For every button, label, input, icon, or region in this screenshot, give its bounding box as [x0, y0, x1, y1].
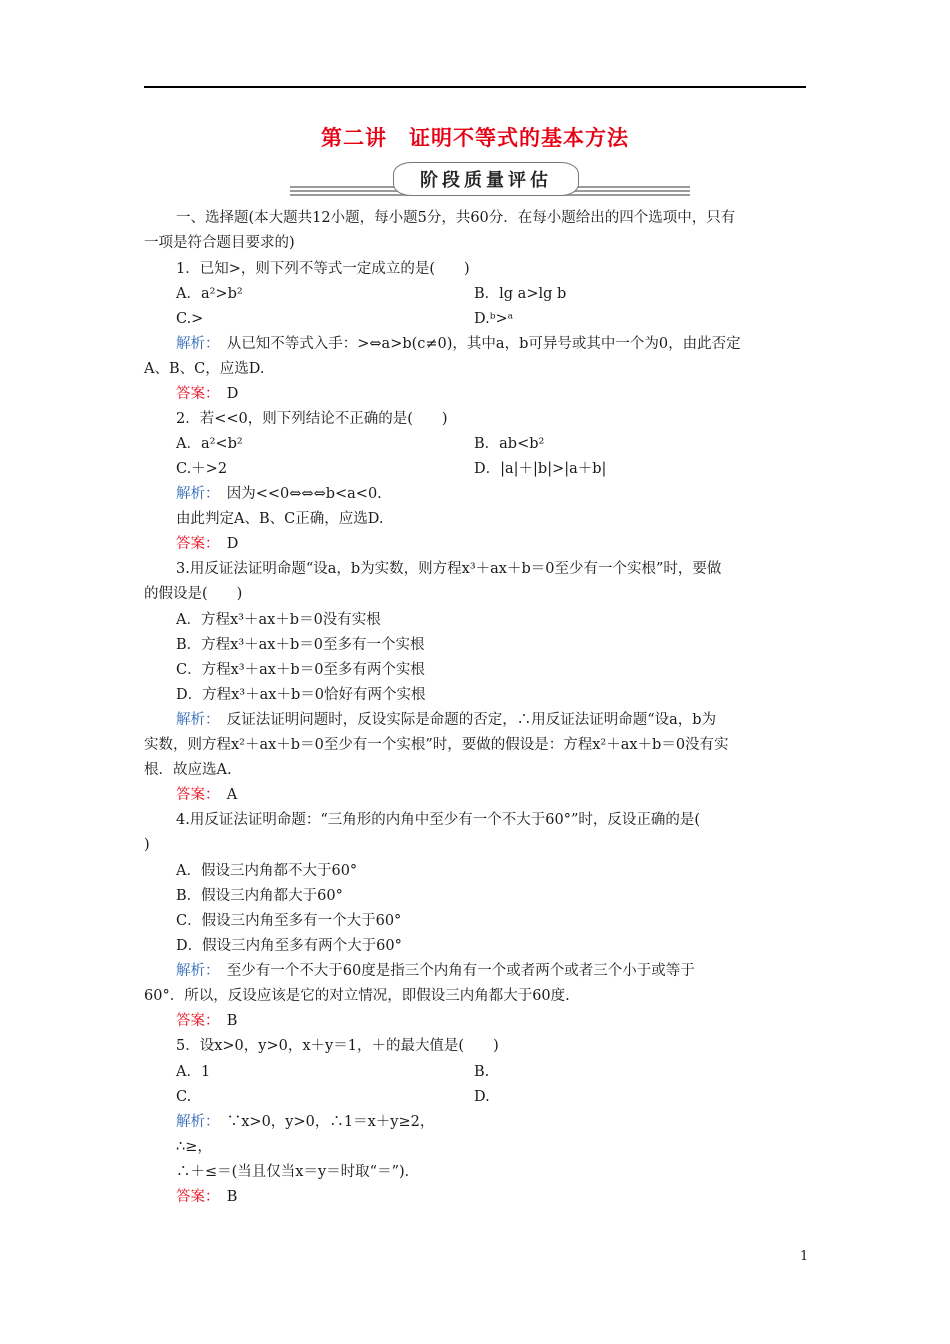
analysis-label: 解析： — [176, 336, 213, 352]
line-text: B. — [474, 1064, 490, 1080]
line-text: B．lg a>lg b — [474, 286, 567, 302]
line-text: A、B、C，应选D. — [144, 361, 265, 377]
line-text: B．假设三内角都大于60° — [176, 888, 343, 904]
line-text: B — [212, 1013, 238, 1029]
line-text: C.> — [176, 311, 204, 327]
text-line — [176, 660, 425, 680]
text-line — [176, 1162, 419, 1182]
line-text: 根．故应选A. — [144, 762, 232, 778]
page-number: 1 — [800, 1249, 809, 1264]
line-text: 至少有一个不大于60度是指三个内角有一个或者两个或者三个小于或等于 — [212, 963, 695, 979]
text-line — [176, 1011, 237, 1031]
analysis-label: 解析： — [176, 486, 213, 502]
text-line — [176, 1112, 434, 1132]
line-text: A．1 — [176, 1064, 211, 1080]
text-line — [144, 233, 295, 253]
text-line — [176, 810, 700, 830]
answer-label: 答案： — [176, 536, 213, 552]
line-text: 60°．所以，反设应该是它的对立情况，即假设三内角都大于60度. — [144, 988, 570, 1004]
line-text: D．假设三内角至多有两个大于60° — [176, 938, 402, 954]
text-line — [144, 735, 729, 755]
text-line — [176, 384, 238, 404]
line-text: 一项是符合题目要求的) — [144, 235, 295, 251]
line-text: 由此判定A、B、C正确，应选D. — [176, 511, 384, 527]
line-text: 因为<<0⇔⇔⇔b<a<0. — [212, 486, 382, 502]
line-text: ) — [144, 837, 150, 853]
text-line — [176, 961, 695, 981]
line-text: C. — [176, 1089, 192, 1105]
text-line — [176, 259, 470, 279]
line-text: 1．已知>，则下列不等式一定成立的是( ) — [176, 261, 470, 277]
text-line — [176, 409, 448, 429]
line-text: 反证法证明问题时，反设实际是命题的否定，∴用反证法证明命题“设a，b为 — [212, 712, 717, 728]
line-text: 4.用反证法证明命题：“三角形的内角中至少有一个不大于60°”时，反设正确的是( — [176, 812, 701, 828]
line-text: D — [212, 386, 239, 402]
text-line — [176, 434, 243, 454]
text-line — [176, 911, 401, 931]
line-text: B — [212, 1189, 238, 1205]
line-text: 5．设x>0，y>0，x＋y＝1，＋的最大值是( ) — [176, 1038, 499, 1054]
text-line — [144, 359, 264, 379]
text-line — [144, 986, 570, 1006]
text-line — [176, 459, 227, 479]
answer-label: 答案： — [176, 1013, 213, 1029]
line-text: B．ab<b² — [474, 436, 545, 452]
line-text: A．a²>b² — [176, 286, 243, 302]
text-line — [474, 1087, 490, 1107]
line-text: 从已知不等式入手：>⇔a>b(c≠0)，其中a，b可异号或其中一个为0，由此否定 — [212, 336, 741, 352]
line-text: A．a²<b² — [176, 436, 243, 452]
line-text: ∴＋≤＝(当且仅当x＝y＝时取“＝”)． — [176, 1164, 420, 1180]
answer-label: 答案： — [176, 386, 213, 402]
text-line — [176, 1137, 212, 1157]
text-line — [144, 584, 242, 604]
line-text: C.＋>2 — [176, 461, 228, 477]
text-line — [144, 760, 232, 780]
text-line — [176, 1087, 191, 1107]
line-text: D. — [474, 1089, 490, 1105]
line-text: 3.用反证法证明命题“设a，b为实数，则方程x³＋ax＋b＝0至少有一个实根”时，要做 — [176, 561, 722, 577]
text-line — [176, 610, 381, 630]
line-text: D．方程x³＋ax＋b＝0恰好有两个实根 — [176, 687, 426, 703]
analysis-label: 解析： — [176, 963, 213, 979]
banner-label: 阶段质量评估 — [393, 162, 579, 196]
line-text: A — [212, 787, 238, 803]
text-line — [176, 886, 343, 906]
text-line — [176, 785, 237, 805]
text-line — [474, 459, 606, 479]
answer-label: 答案： — [176, 1189, 213, 1205]
text-line — [144, 835, 150, 855]
analysis-label: 解析： — [176, 712, 213, 728]
section-banner — [290, 162, 690, 202]
text-line — [176, 284, 243, 304]
line-text: D.ᵇ>ᵃ — [474, 311, 514, 327]
line-text: ∴≥， — [176, 1139, 212, 1155]
line-text: ∵x>0，y>0，∴1＝x＋y≥2， — [212, 1114, 435, 1130]
text-line — [474, 309, 513, 329]
analysis-label: 解析： — [176, 1114, 213, 1130]
text-line — [176, 861, 357, 881]
line-text: C．假设三内角至多有一个大于60° — [176, 913, 402, 929]
text-line — [176, 635, 424, 655]
line-text: A．假设三内角都不大于60° — [176, 863, 358, 879]
answer-label: 答案： — [176, 787, 213, 803]
text-line — [176, 1036, 499, 1056]
text-line — [176, 334, 741, 354]
text-line — [474, 434, 544, 454]
text-line — [176, 309, 203, 329]
line-text: D．|a|＋|b|>|a＋b| — [474, 461, 607, 477]
text-line — [474, 1062, 489, 1082]
text-line — [176, 710, 716, 730]
text-line — [176, 509, 383, 529]
text-line — [176, 484, 382, 504]
page-title: 第二讲 证明不等式的基本方法 — [321, 126, 629, 150]
header-rule — [144, 86, 806, 88]
line-text: 2．若<<0，则下列结论不正确的是( ) — [176, 411, 448, 427]
text-line — [176, 208, 735, 228]
line-text: 一、选择题(本大题共12小题，每小题5分，共60分．在每小题给出的四个选项中，只有 — [176, 210, 736, 226]
text-line — [176, 685, 425, 705]
text-line — [176, 936, 402, 956]
text-line — [176, 1062, 210, 1082]
line-text: 实数，则方程x²＋ax＋b＝0至少有一个实根”时，要做的假设是：方程x²＋ax＋b＝0没有实 — [144, 737, 729, 753]
line-text: A．方程x³＋ax＋b＝0没有实根 — [176, 612, 381, 628]
text-line — [176, 1187, 237, 1207]
line-text: B．方程x³＋ax＋b＝0至多有一个实根 — [176, 637, 425, 653]
text-line — [176, 534, 238, 554]
line-text: D — [212, 536, 239, 552]
line-text: C．方程x³＋ax＋b＝0至多有两个实根 — [176, 662, 425, 678]
text-line — [474, 284, 566, 304]
text-line — [176, 559, 721, 579]
line-text: 的假设是( ) — [144, 586, 243, 602]
